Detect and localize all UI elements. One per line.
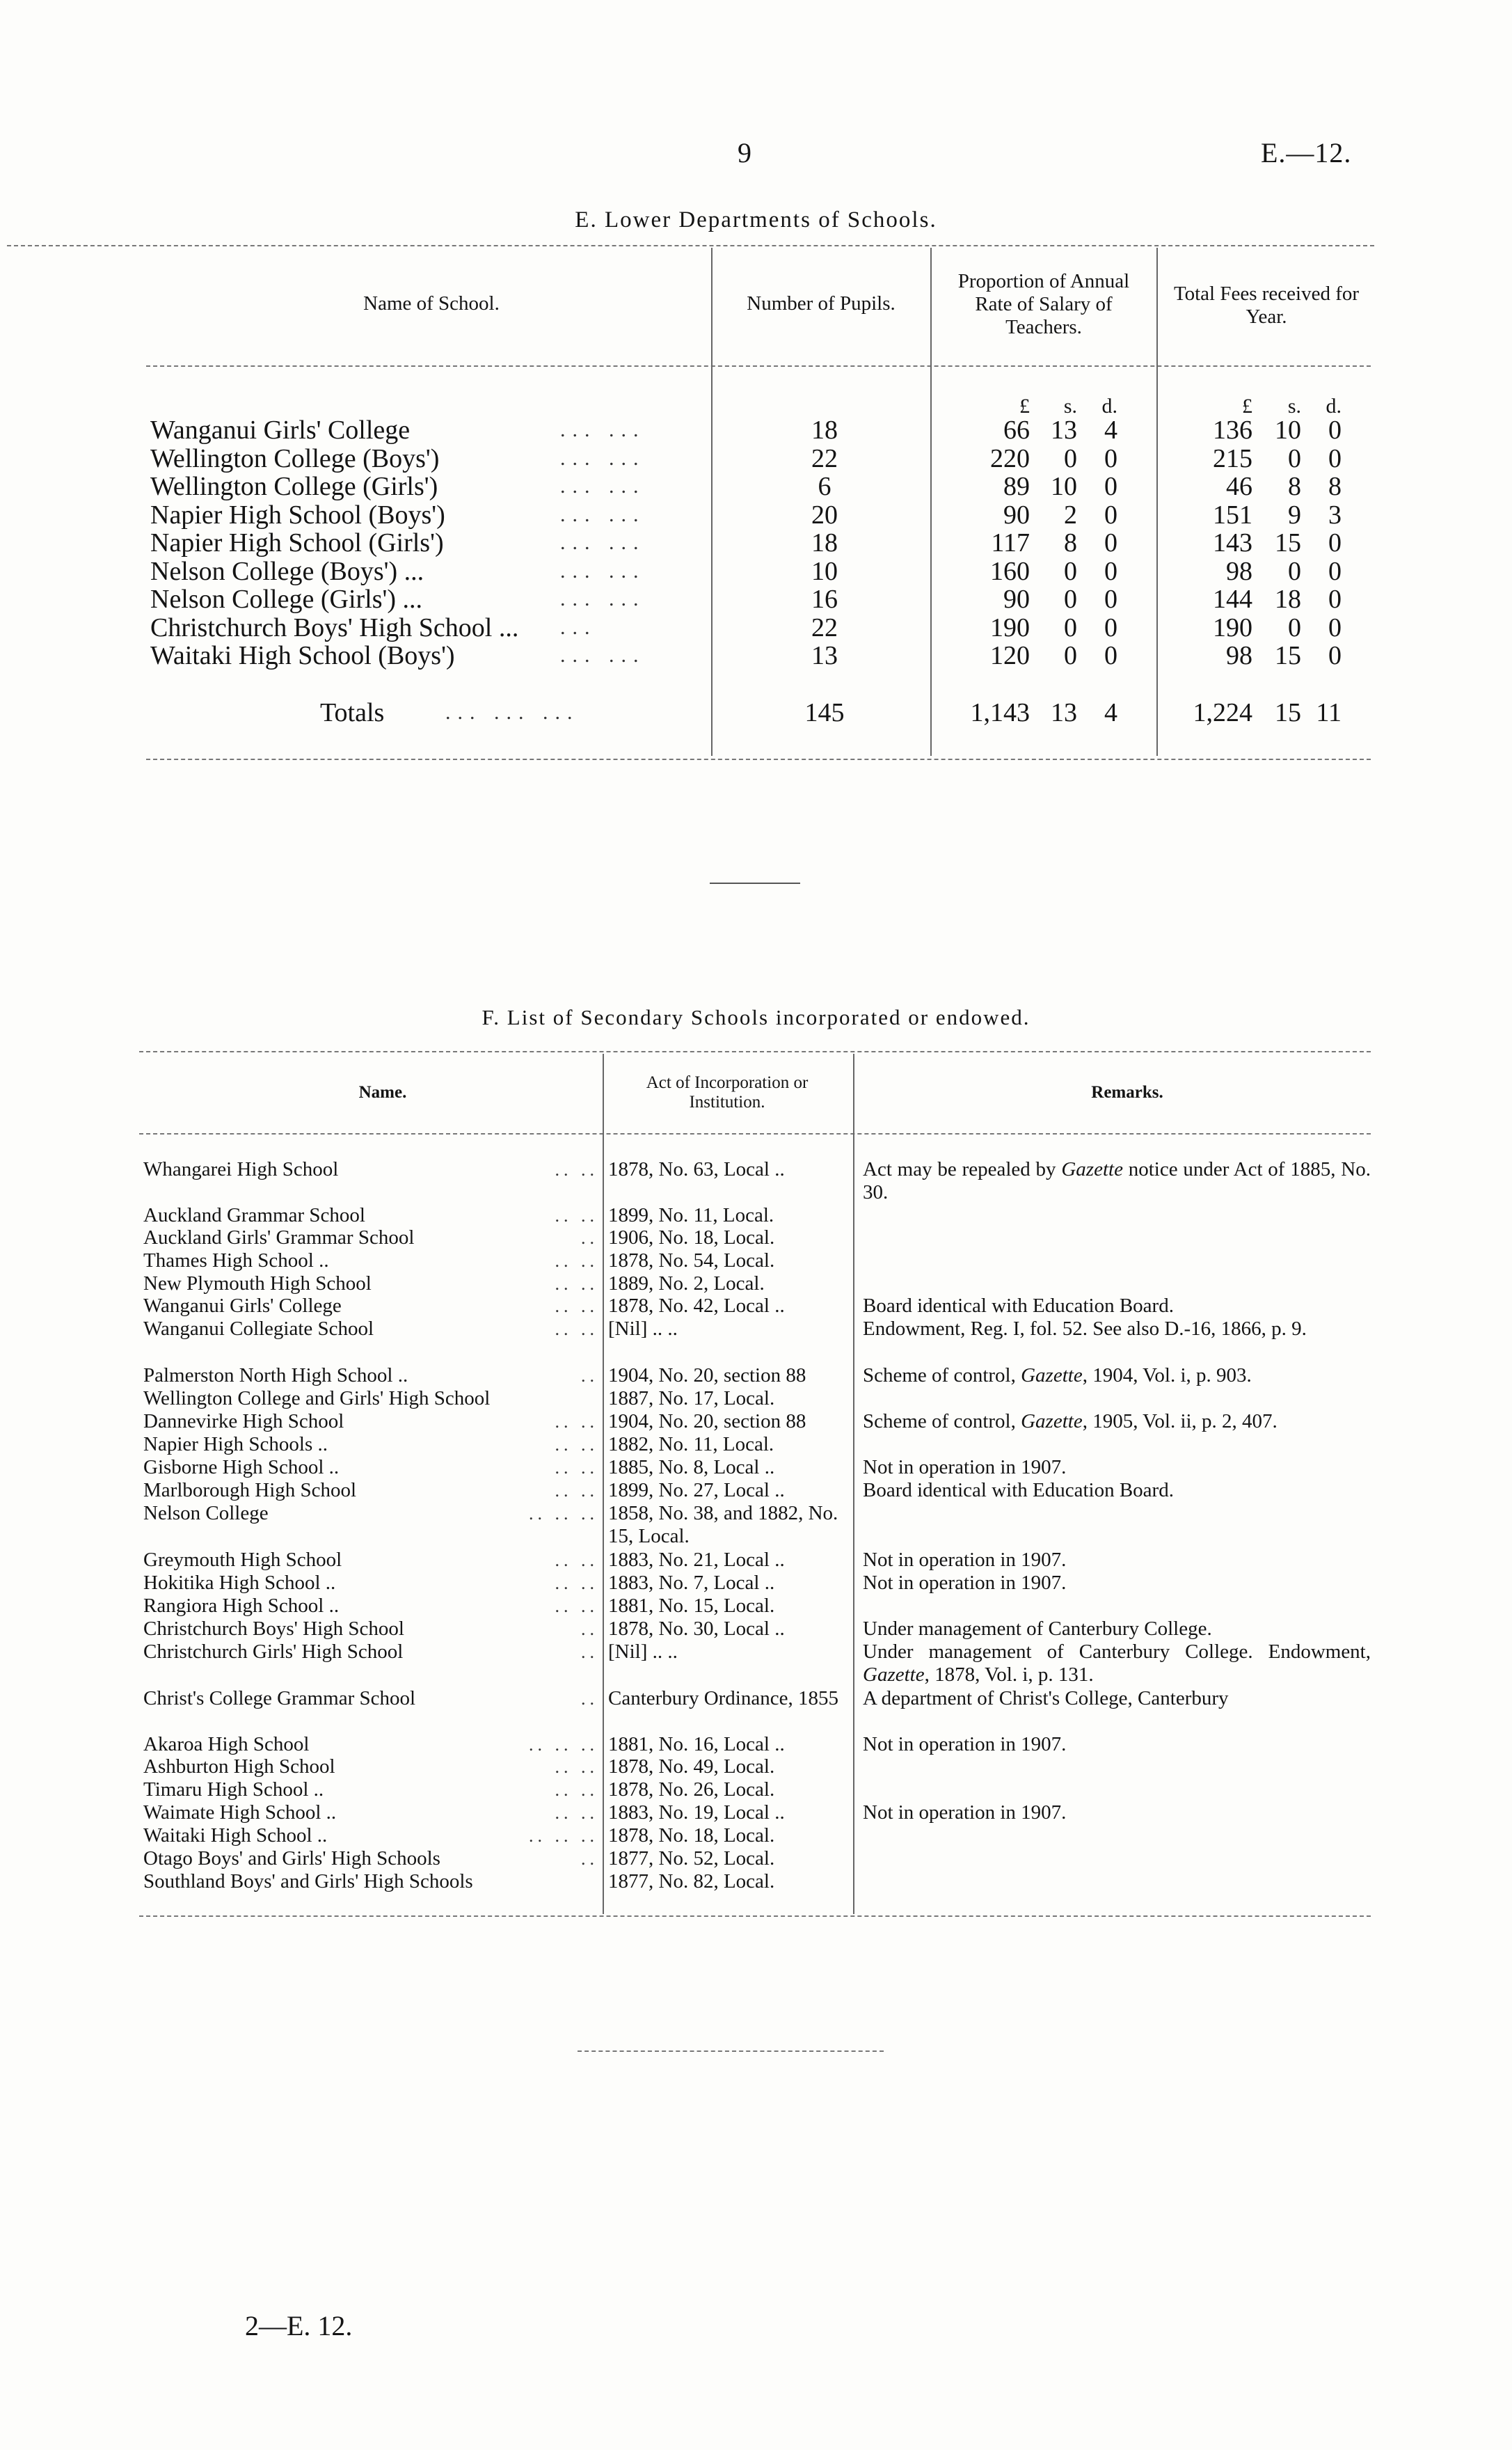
school-name: Ashburton High School [143, 1755, 335, 1778]
fees-pence: 0 [1328, 556, 1342, 586]
section-f-title: F. List of Secondary Schools incorporated or endowed. [482, 1005, 1030, 1029]
unit-pounds: £ [1242, 395, 1252, 418]
col-header-act: Act of Incorporation or Institution. [646, 1073, 809, 1112]
leader-dots: .. [581, 1849, 598, 1869]
school-name: Rangiora High School .. [143, 1595, 340, 1617]
salary-pounds: 117 [991, 528, 1030, 558]
pupil-count: 10 [811, 556, 838, 586]
page-number: 9 [738, 137, 751, 168]
fees-pence: 0 [1328, 641, 1342, 670]
remarks-gazette: Gazette [1021, 1364, 1083, 1386]
fees-pence: 0 [1328, 612, 1342, 642]
leader-dots: ... ... [560, 446, 646, 470]
remarks-text: A department of Christ's College, Canterbury [863, 1687, 1229, 1709]
act-of-incorporation: 1878, No. 63, Local .. [608, 1158, 785, 1180]
leader-dots: ... ... [560, 559, 646, 583]
salary-pounds: 190 [990, 612, 1030, 642]
fees-pounds: 98 [1226, 556, 1252, 586]
salary-pence: 0 [1104, 500, 1117, 530]
fees-pounds: 136 [1213, 416, 1252, 445]
leader-dots: ... ... [560, 587, 646, 610]
salary-pence: 0 [1104, 641, 1117, 670]
remarks-text: Not in operation in 1907. [863, 1733, 1067, 1755]
remarks [863, 1572, 1371, 1595]
fees-pence: 0 [1328, 528, 1342, 558]
fees-pence: 8 [1328, 472, 1342, 501]
salary-shillings: 8 [1064, 528, 1077, 558]
remarks-gazette: Gazette [1021, 1410, 1083, 1432]
unit-pence: d. [1326, 395, 1342, 418]
leader-dots: .. .. [555, 1412, 598, 1432]
remarks-text-cont: , 1878, Vol. i, p. 131. [924, 1663, 1094, 1686]
remarks-text-cont: , 1905, Vol. ii, p. 2, 407. [1082, 1410, 1278, 1432]
totals-salary-shillings: 13 [1051, 698, 1077, 727]
school-name: Napier High Schools .. [143, 1433, 328, 1455]
leader-dots: .. .. [555, 1457, 598, 1478]
unit-pence: d. [1101, 395, 1117, 418]
leader-dots: .. .. [555, 1296, 598, 1316]
col-header-name: Name. [358, 1083, 407, 1102]
leader-dots: ... ... [560, 531, 646, 554]
salary-pounds: 120 [990, 641, 1030, 670]
leader-dots: .. .. .. [529, 1503, 598, 1524]
fees-shillings: 0 [1288, 556, 1301, 586]
salary-shillings: 0 [1064, 585, 1077, 614]
salary-pence: 0 [1104, 585, 1117, 614]
remarks-text: Endowment, Reg. I, fol. 52. See also D.-16, 1866, p. 9. [863, 1318, 1307, 1340]
school-name: Waitaki High School .. [143, 1824, 328, 1847]
pupil-count: 20 [811, 500, 838, 530]
table-row [0, 501, 1512, 529]
fees-pounds: 46 [1226, 472, 1252, 501]
school-name: Napier High School (Girls') [150, 528, 444, 558]
section-separator [710, 883, 800, 884]
remarks-text-cont: notice under Act of 1885, No. 30. [863, 1158, 1371, 1203]
leader-dots: ... [560, 615, 597, 639]
act-of-incorporation: 1904, No. 20, section 88 [608, 1410, 806, 1432]
salary-shillings: 0 [1064, 556, 1077, 586]
salary-pence: 0 [1104, 528, 1117, 558]
remarks [863, 1479, 1371, 1502]
remarks [863, 1733, 1371, 1756]
fees-shillings: 10 [1275, 416, 1301, 445]
school-name: Greymouth High School [143, 1549, 342, 1571]
school-name: Wellington College (Girls') [150, 472, 438, 501]
fees-shillings: 9 [1288, 500, 1301, 530]
salary-shillings: 0 [1064, 443, 1077, 473]
salary-pence: 0 [1104, 556, 1117, 586]
remarks-text: Under management of Canterbury College. Endowment, [863, 1641, 1371, 1663]
table-row [0, 473, 1512, 500]
table-f-col-rule [853, 1054, 854, 1914]
table-f-bottom-rule [139, 1915, 1371, 1917]
unit-shillings: s. [1287, 395, 1301, 418]
leader-dots: .. .. [555, 1160, 598, 1180]
school-name: Christchurch Girls' High School [143, 1641, 404, 1663]
salary-shillings: 10 [1051, 472, 1077, 501]
col-header-name: Name of School. [363, 292, 500, 315]
school-name: Wellington College (Boys') [150, 443, 440, 473]
school-name: Otago Boys' and Girls' High Schools [143, 1847, 440, 1870]
remarks [863, 1801, 1371, 1824]
remarks-text: Board identical with Education Board. [863, 1295, 1174, 1317]
leader-dots: .. .. [555, 1206, 598, 1226]
school-name: Akaroa High School [143, 1733, 310, 1755]
remarks-text: Scheme of control, [863, 1410, 1021, 1432]
table-f-top-rule [139, 1051, 1371, 1052]
col-header-remarks: Remarks. [1091, 1083, 1163, 1102]
act-of-incorporation: 1877, No. 52, Local. [608, 1847, 775, 1870]
fees-pence: 0 [1328, 585, 1342, 614]
leader-dots: .. .. .. [529, 1826, 598, 1846]
col-header-fees: Total Fees received for Year. [1173, 283, 1360, 328]
school-name: Hokitika High School .. [143, 1572, 336, 1594]
leader-dots: .. [581, 1642, 598, 1662]
act-of-incorporation: 1887, No. 17, Local. [608, 1387, 775, 1409]
pupil-count: 18 [811, 416, 838, 445]
remarks [863, 1295, 1371, 1318]
remarks [863, 1410, 1371, 1433]
act-of-incorporation: 1878, No. 26, Local. [608, 1778, 775, 1801]
leader-dots: .. .. .. [529, 1734, 598, 1755]
leader-dots: .. .. [555, 1757, 598, 1777]
salary-pounds: 90 [1003, 585, 1030, 614]
act-of-incorporation: 1883, No. 19, Local .. [608, 1801, 785, 1824]
fees-pounds: 143 [1213, 528, 1252, 558]
remarks [863, 1687, 1371, 1710]
school-name: Nelson College (Girls') ... [150, 585, 423, 614]
table-row [0, 529, 1512, 557]
school-name: Marlborough High School [143, 1479, 357, 1501]
school-name: Waimate High School .. [143, 1801, 337, 1824]
totals-fees-pounds: 1,224 [1193, 698, 1252, 727]
act-of-incorporation: 1899, No. 11, Local. [608, 1204, 774, 1226]
leader-dots: .. .. [555, 1573, 598, 1593]
fees-pounds: 144 [1213, 585, 1252, 614]
salary-pounds: 220 [990, 443, 1030, 473]
salary-pounds: 160 [990, 556, 1030, 586]
school-name: Christchurch Boys' High School ... [150, 612, 519, 642]
fees-shillings: 15 [1275, 641, 1301, 670]
pupil-count: 18 [811, 528, 838, 558]
table-row [0, 416, 1512, 444]
fees-shillings: 18 [1275, 585, 1301, 614]
pupil-count: 6 [818, 472, 831, 501]
pupil-count: 13 [811, 641, 838, 670]
act-of-incorporation: 1878, No. 18, Local. [608, 1824, 775, 1847]
leader-dots: .. .. [555, 1803, 598, 1823]
act-of-incorporation: [Nil] .. .. [608, 1318, 678, 1340]
leader-dots: ... ... [560, 503, 646, 526]
table-e-header-rule [146, 365, 1371, 367]
salary-pounds: 89 [1003, 472, 1030, 501]
remarks-text: Not in operation in 1907. [863, 1549, 1067, 1571]
school-name: New Plymouth High School [143, 1272, 372, 1295]
table-row [0, 585, 1512, 613]
act-of-incorporation: Canterbury Ordinance, 1855 [608, 1687, 838, 1709]
remarks-text: Board identical with Education Board. [863, 1479, 1174, 1501]
fees-pounds: 98 [1226, 641, 1252, 670]
school-name: Whangarei High School [143, 1158, 339, 1180]
leader-dots: .. .. [555, 1550, 598, 1570]
remarks-text: Under management of Canterbury College. [863, 1618, 1212, 1640]
remarks-text: Not in operation in 1907. [863, 1572, 1067, 1594]
footer-reference: 2—E. 12. [245, 2310, 353, 2341]
act-of-incorporation: 1889, No. 2, Local. [608, 1272, 765, 1295]
salary-pence: 0 [1104, 612, 1117, 642]
table-row [0, 614, 1512, 642]
pupil-count: 22 [811, 612, 838, 642]
leader-dots: .. .. [555, 1274, 598, 1294]
remarks [863, 1618, 1371, 1641]
leader-dots: .. [581, 1689, 598, 1709]
col-header-pupils: Number of Pupils. [747, 292, 896, 315]
table-f-header-rule [139, 1133, 1371, 1135]
unit-shillings: s. [1063, 395, 1077, 418]
school-name: Dannevirke High School [143, 1410, 344, 1432]
table-row [0, 445, 1512, 473]
page-reference: E.—12. [1261, 137, 1352, 168]
act-of-incorporation: 1883, No. 21, Local .. [608, 1549, 785, 1571]
totals-leader-dots: ... ... ... [445, 701, 580, 724]
remarks [863, 1158, 1371, 1204]
act-of-incorporation: 1877, No. 82, Local. [608, 1870, 775, 1892]
fees-pence: 0 [1328, 443, 1342, 473]
totals-label: Totals [320, 698, 385, 727]
remarks [863, 1549, 1371, 1572]
school-name: Auckland Grammar School [143, 1204, 365, 1226]
act-of-incorporation: 1885, No. 8, Local .. [608, 1456, 775, 1478]
salary-pence: 0 [1104, 443, 1117, 473]
school-name: Timaru High School .. [143, 1778, 324, 1801]
remarks-gazette: Gazette [863, 1663, 925, 1686]
school-name: Thames High School .. [143, 1249, 329, 1272]
remarks [863, 1364, 1371, 1387]
leader-dots: .. .. [555, 1251, 598, 1271]
school-name: Nelson College [143, 1502, 269, 1524]
act-of-incorporation: 1878, No. 49, Local. [608, 1755, 775, 1778]
school-name: Gisborne High School .. [143, 1456, 340, 1478]
fees-pounds: 190 [1213, 612, 1252, 642]
salary-pounds: 90 [1003, 500, 1030, 530]
school-name: Wellington College and Girls' High School [143, 1387, 491, 1409]
salary-shillings: 13 [1051, 416, 1077, 445]
table-e-totals-row [0, 699, 1512, 727]
school-name: Wanganui Girls' College [150, 416, 411, 445]
fees-shillings: 0 [1288, 612, 1301, 642]
remarks-text: Not in operation in 1907. [863, 1801, 1067, 1824]
table-f-col-rule [603, 1054, 604, 1914]
school-name: Nelson College (Boys') ... [150, 556, 424, 586]
remarks-gazette: Gazette [1061, 1158, 1123, 1180]
remarks-text: Scheme of control, [863, 1364, 1021, 1386]
salary-pounds: 66 [1003, 416, 1030, 445]
act-of-incorporation: 1906, No. 18, Local. [608, 1226, 775, 1249]
salary-pence: 4 [1104, 416, 1117, 445]
school-name: Palmerston North High School .. [143, 1364, 408, 1386]
leader-dots: .. [581, 1228, 598, 1248]
leader-dots: .. .. [555, 1480, 598, 1501]
table-row [0, 642, 1512, 670]
school-name: Waitaki High School (Boys') [150, 641, 455, 670]
school-name: Auckland Girls' Grammar School [143, 1226, 415, 1249]
act-of-incorporation: 1878, No. 42, Local .. [608, 1295, 785, 1317]
col-header-salary: Proportion of Annual Rate of Salary of Teachers. [957, 270, 1130, 338]
act-of-incorporation: [Nil] .. .. [608, 1641, 678, 1663]
fees-pounds: 215 [1213, 443, 1252, 473]
act-of-incorporation: 1883, No. 7, Local .. [608, 1572, 775, 1594]
act-of-incorporation: 1904, No. 20, section 88 [608, 1364, 806, 1386]
leader-dots: ... ... [560, 418, 646, 441]
totals-salary-pounds: 1,143 [970, 698, 1030, 727]
leader-dots: .. .. [555, 1780, 598, 1800]
fees-shillings: 15 [1275, 528, 1301, 558]
table-e-bottom-rule [146, 759, 1371, 760]
remarks-text: Not in operation in 1907. [863, 1456, 1067, 1478]
school-name: Christ's College Grammar School [143, 1687, 416, 1709]
salary-shillings: 0 [1064, 612, 1077, 642]
table-e-top-rule [7, 245, 1374, 246]
school-name: Napier High School (Boys') [150, 500, 445, 530]
fees-pence: 3 [1328, 500, 1342, 530]
page-end-rule [578, 2050, 884, 2052]
pupil-count: 22 [811, 443, 838, 473]
leader-dots: ... ... [560, 644, 646, 667]
remarks-text-cont: , 1904, Vol. i, p. 903. [1082, 1364, 1252, 1386]
salary-shillings: 2 [1064, 500, 1077, 530]
school-name: Wanganui Girls' College [143, 1295, 342, 1317]
fees-shillings: 8 [1288, 472, 1301, 501]
totals-fees-pence: 11 [1316, 698, 1342, 727]
act-of-incorporation: 1882, No. 11, Local. [608, 1433, 774, 1455]
leader-dots: .. .. [555, 1319, 598, 1339]
totals-fees-shillings: 15 [1275, 698, 1301, 727]
act-of-incorporation: 1858, No. 38, and 1882, No. 15, Local. [608, 1502, 838, 1547]
school-name: Christchurch Boys' High School [143, 1618, 404, 1640]
table-row [0, 558, 1512, 585]
salary-shillings: 0 [1064, 641, 1077, 670]
fees-pounds: 151 [1213, 500, 1252, 530]
unit-pounds: £ [1019, 395, 1030, 418]
leader-dots: .. .. [555, 1435, 598, 1455]
fees-pence: 0 [1328, 416, 1342, 445]
pupil-count: 16 [811, 585, 838, 614]
remarks [863, 1641, 1371, 1686]
totals-pupils: 145 [804, 698, 845, 727]
salary-pence: 0 [1104, 472, 1117, 501]
remarks [863, 1456, 1371, 1479]
act-of-incorporation: 1881, No. 15, Local. [608, 1595, 775, 1617]
act-of-incorporation: 1899, No. 27, Local .. [608, 1479, 785, 1501]
totals-salary-pence: 4 [1104, 698, 1117, 727]
leader-dots: .. [581, 1366, 598, 1386]
leader-dots: .. .. [555, 1596, 598, 1616]
act-of-incorporation: 1878, No. 30, Local .. [608, 1618, 785, 1640]
leader-dots: ... ... [560, 475, 646, 498]
leader-dots: .. [581, 1619, 598, 1639]
remarks-text: Act may be repealed by [863, 1158, 1062, 1180]
school-name: Wanganui Collegiate School [143, 1318, 374, 1340]
act-of-incorporation: 1881, No. 16, Local .. [608, 1733, 785, 1755]
act-of-incorporation: 1878, No. 54, Local. [608, 1249, 775, 1272]
remarks [863, 1318, 1371, 1341]
section-e-title: E. Lower Departments of Schools. [575, 207, 937, 232]
school-name: Southland Boys' and Girls' High Schools [143, 1870, 473, 1892]
fees-shillings: 0 [1288, 443, 1301, 473]
